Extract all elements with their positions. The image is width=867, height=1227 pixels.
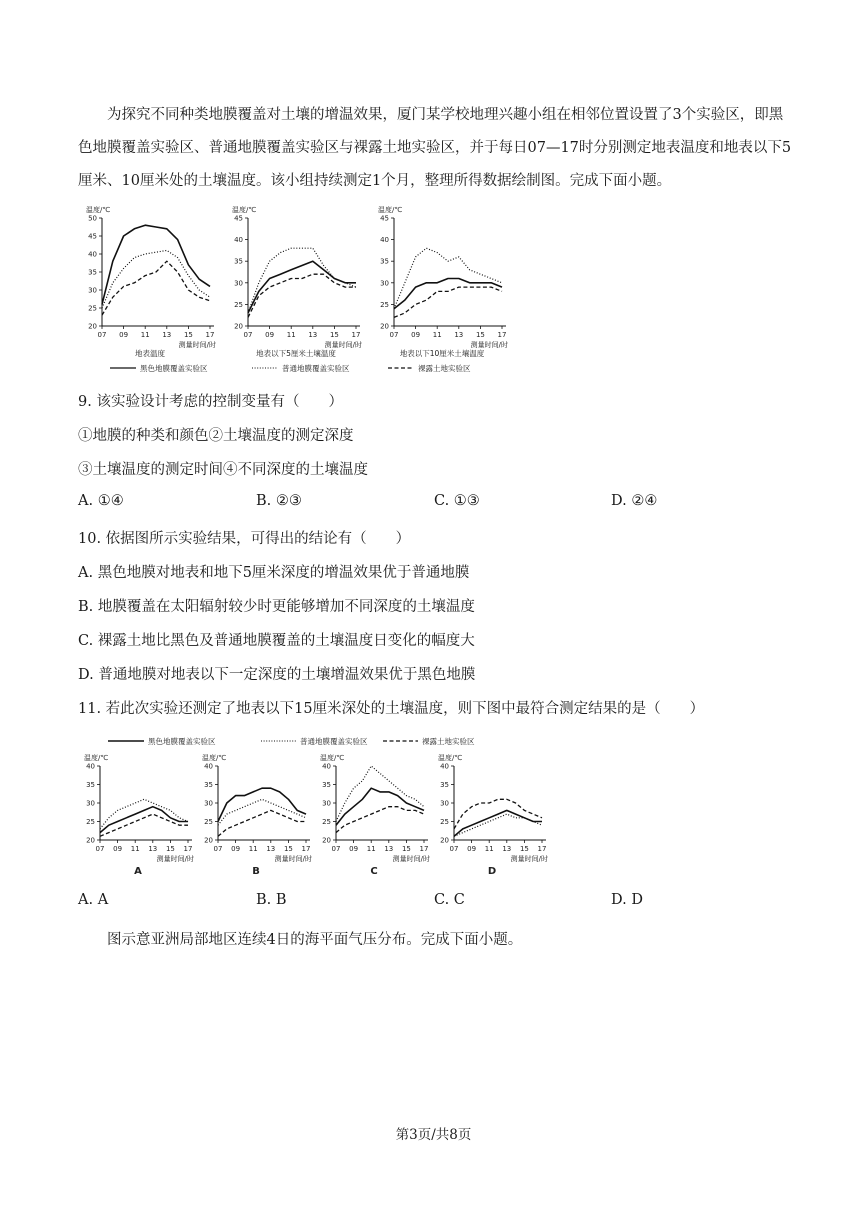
y-tick-label: 45 xyxy=(88,232,97,241)
x-tick-label: 17 xyxy=(537,845,547,853)
legend-label-bare: 裸露土地实验区 xyxy=(418,364,471,373)
chart-5cm-temperature xyxy=(232,206,362,358)
y-tick-label: 40 xyxy=(86,762,95,771)
x-tick-label: 11 xyxy=(484,845,494,853)
chart-option-b xyxy=(202,753,312,877)
q9-option-b[interactable]: B. ②③ xyxy=(256,493,302,509)
x-tick-label: 07 xyxy=(243,331,253,339)
series-line-black xyxy=(100,807,188,833)
x-tick-label: 11 xyxy=(140,331,150,339)
y-tick-label: 35 xyxy=(86,781,95,789)
q10-option-d[interactable]: D. 普通地膜对地表以下一定深度的土壤增温效果优于黑色地膜 xyxy=(78,667,476,683)
q9-option-d[interactable]: D. ②④ xyxy=(611,493,658,509)
x-tick-label: 17 xyxy=(351,331,361,339)
y-tick-label: 30 xyxy=(88,286,97,295)
q9-item-2: ③土壤温度的测定时间④不同深度的土壤温度 xyxy=(78,462,368,478)
chart-10cm-temperature xyxy=(378,206,508,358)
x-tick-label: 13 xyxy=(384,845,394,853)
q11-charts-figure xyxy=(78,732,558,882)
y-tick-label: 45 xyxy=(380,214,389,223)
y-tick-label: 25 xyxy=(234,300,243,309)
x-tick-label: 17 xyxy=(497,331,507,339)
chart-caption: A xyxy=(134,866,142,877)
y-tick-label: 20 xyxy=(86,836,95,845)
next-section-intro: 图示意亚洲局部地区连续4日的海平面气压分布。完成下面小题。 xyxy=(107,932,523,948)
x-axis-label: 测量时间/时 xyxy=(274,855,312,863)
y-tick-label: 40 xyxy=(380,236,389,245)
y-axis-label: 温度/℃ xyxy=(202,754,227,762)
legend-label-normal: 普通地膜覆盖实验区 xyxy=(282,364,350,373)
q10-option-b[interactable]: B. 地膜覆盖在太阳辐射较少时更能够增加不同深度的土壤温度 xyxy=(78,599,475,615)
x-axis-label: 测量时间/时 xyxy=(392,855,430,863)
x-tick-label: 15 xyxy=(283,845,293,853)
legend-label-bare: 裸露土地实验区 xyxy=(422,737,475,746)
series-line-normal xyxy=(218,799,306,825)
y-tick-label: 40 xyxy=(440,762,449,771)
x-tick-label: 07 xyxy=(449,845,459,853)
y-tick-label: 40 xyxy=(322,762,331,771)
chart-caption: 地表以下5厘米土壤温度 xyxy=(256,349,336,358)
y-tick-label: 30 xyxy=(234,279,243,288)
x-tick-label: 11 xyxy=(432,331,442,339)
y-tick-label: 25 xyxy=(322,818,331,826)
q9-option-c[interactable]: C. ①③ xyxy=(434,493,480,509)
series-line-bare xyxy=(100,814,188,836)
y-tick-label: 20 xyxy=(234,322,243,331)
y-axis-label: 温度/℃ xyxy=(320,754,345,762)
chart-caption: C xyxy=(370,866,378,877)
series-line-bare xyxy=(394,287,502,317)
x-tick-label: 17 xyxy=(205,331,215,339)
y-tick-label: 25 xyxy=(88,304,97,313)
series-line-black xyxy=(248,261,356,313)
x-tick-label: 13 xyxy=(502,845,512,853)
q9-stem: 9. 该实验设计考虑的控制变量有（ ） xyxy=(78,394,343,410)
x-tick-label: 15 xyxy=(329,331,339,339)
top-charts-figure xyxy=(70,206,510,378)
q10-stem: 10. 依据图所示实验结果，可得出的结论有（ ） xyxy=(78,531,411,547)
series-line-black xyxy=(336,788,424,825)
x-tick-label: 07 xyxy=(213,845,223,853)
y-tick-label: 35 xyxy=(380,257,389,266)
x-tick-label: 15 xyxy=(165,845,175,853)
x-tick-label: 17 xyxy=(301,845,311,853)
y-axis-label: 温度/℃ xyxy=(84,754,109,762)
y-tick-label: 20 xyxy=(204,836,213,845)
q11-stem: 11. 若此次实验还测定了地表以下15厘米深处的土壤温度，则下图中最符合测定结果的是（ ） xyxy=(78,701,705,717)
chart-caption: D xyxy=(487,866,497,877)
series-line-black xyxy=(394,279,502,309)
y-tick-label: 25 xyxy=(86,818,95,826)
q9-item-1: ①地膜的种类和颜色②土壤温度的测定深度 xyxy=(78,428,354,444)
x-tick-label: 13 xyxy=(454,331,464,339)
y-axis-label: 温度/℃ xyxy=(378,206,403,214)
y-axis-label: 温度/℃ xyxy=(438,754,463,762)
series-line-normal xyxy=(248,248,356,313)
x-tick-label: 11 xyxy=(130,845,140,853)
y-tick-label: 35 xyxy=(88,268,97,277)
chart-caption: 地表以下10厘米土壤温度 xyxy=(399,349,485,358)
x-tick-label: 13 xyxy=(148,845,158,853)
y-tick-label: 30 xyxy=(204,799,213,808)
x-axis-label: 测量时间/时 xyxy=(324,341,362,349)
x-tick-label: 09 xyxy=(467,845,477,853)
y-tick-label: 40 xyxy=(204,762,213,771)
x-tick-label: 13 xyxy=(162,331,172,339)
x-tick-label: 17 xyxy=(183,845,193,853)
chart-option-d xyxy=(438,753,548,877)
x-tick-label: 11 xyxy=(286,331,296,339)
x-tick-label: 09 xyxy=(349,845,359,853)
x-tick-label: 09 xyxy=(265,331,275,339)
series-line-normal xyxy=(102,250,210,308)
series-line-bare xyxy=(218,810,306,836)
y-tick-label: 45 xyxy=(234,214,243,223)
series-line-black xyxy=(218,788,306,821)
y-tick-label: 35 xyxy=(204,781,213,789)
series-line-normal xyxy=(336,766,424,822)
x-axis-label: 测量时间/时 xyxy=(178,341,216,349)
x-tick-label: 17 xyxy=(419,845,429,853)
q11-legend xyxy=(108,736,475,746)
series-line-normal xyxy=(100,799,188,829)
y-tick-label: 25 xyxy=(440,818,449,826)
top-legend xyxy=(110,363,471,373)
x-tick-label: 09 xyxy=(231,845,241,853)
series-line-black xyxy=(454,810,542,836)
q11-option-c[interactable]: C. C xyxy=(434,892,465,908)
q10-option-c[interactable]: C. 裸露土地比黑色及普通地膜覆盖的土壤温度日变化的幅度大 xyxy=(78,633,475,649)
q9-option-a[interactable]: A. ①④ xyxy=(78,493,124,509)
legend-label-normal: 普通地膜覆盖实验区 xyxy=(300,737,368,746)
x-tick-label: 11 xyxy=(248,845,258,853)
x-tick-label: 11 xyxy=(366,845,376,853)
y-tick-label: 30 xyxy=(380,279,389,288)
chart-option-c xyxy=(320,753,430,877)
y-tick-label: 20 xyxy=(380,322,389,331)
intro-paragraph: 为探究不同种类地膜覆盖对土壤的增温效果，厦门某学校地理兴趣小组在相邻位置设置了3个实验区，即黑色地膜覆盖实验区、普通地膜覆盖实验区与裸露土地实验区，并于每日07—17时分别测定地表温度和地表以下5厘米、10厘米处的土壤温度。该小组持续测定1个月，整理所得数据绘制图。完成下面小题。 xyxy=(78,107,792,189)
y-tick-label: 35 xyxy=(440,781,449,789)
y-tick-label: 30 xyxy=(440,799,449,808)
q11-option-d[interactable]: D. D xyxy=(611,892,643,908)
x-tick-label: 07 xyxy=(97,331,107,339)
x-axis-label: 测量时间/时 xyxy=(470,341,508,349)
x-tick-label: 09 xyxy=(113,845,123,853)
y-tick-label: 25 xyxy=(204,818,213,826)
series-line-bare xyxy=(102,261,210,315)
x-tick-label: 07 xyxy=(389,331,399,339)
series-line-normal xyxy=(454,814,542,836)
chart-option-a xyxy=(84,753,194,877)
page-footer: 第3页/共8页 xyxy=(395,1127,472,1143)
y-tick-label: 40 xyxy=(88,250,97,259)
q11-option-b[interactable]: B. B xyxy=(256,892,287,908)
y-tick-label: 30 xyxy=(322,799,331,808)
x-tick-label: 15 xyxy=(401,845,411,853)
x-tick-label: 15 xyxy=(519,845,529,853)
x-tick-label: 13 xyxy=(308,331,318,339)
chart-caption: 地表温度 xyxy=(135,349,165,358)
y-axis-label: 温度/℃ xyxy=(86,206,111,214)
y-tick-label: 20 xyxy=(440,836,449,845)
y-tick-label: 20 xyxy=(322,836,331,845)
x-tick-label: 15 xyxy=(183,331,193,339)
y-tick-label: 50 xyxy=(88,214,97,223)
x-tick-label: 15 xyxy=(475,331,485,339)
y-tick-label: 35 xyxy=(234,257,243,266)
legend-label-black: 黑色地膜覆盖实验区 xyxy=(140,364,208,373)
x-tick-label: 09 xyxy=(119,331,129,339)
x-tick-label: 13 xyxy=(266,845,276,853)
legend-label-black: 黑色地膜覆盖实验区 xyxy=(148,737,216,746)
x-tick-label: 07 xyxy=(331,845,341,853)
x-axis-label: 测量时间/时 xyxy=(510,855,548,863)
chart-surface-temperature xyxy=(86,206,216,358)
x-axis-label: 测量时间/时 xyxy=(156,855,194,863)
y-tick-label: 20 xyxy=(88,322,97,331)
y-tick-label: 25 xyxy=(380,300,389,309)
y-tick-label: 35 xyxy=(322,781,331,789)
chart-caption: B xyxy=(252,866,260,877)
x-tick-label: 07 xyxy=(95,845,105,853)
q11-option-a[interactable]: A. A xyxy=(78,892,109,908)
y-tick-label: 40 xyxy=(234,236,243,245)
y-axis-label: 温度/℃ xyxy=(232,206,257,214)
q10-option-a[interactable]: A. 黑色地膜对地表和地下5厘米深度的增温效果优于普通地膜 xyxy=(78,565,470,581)
x-tick-label: 09 xyxy=(411,331,421,339)
y-tick-label: 30 xyxy=(86,799,95,808)
